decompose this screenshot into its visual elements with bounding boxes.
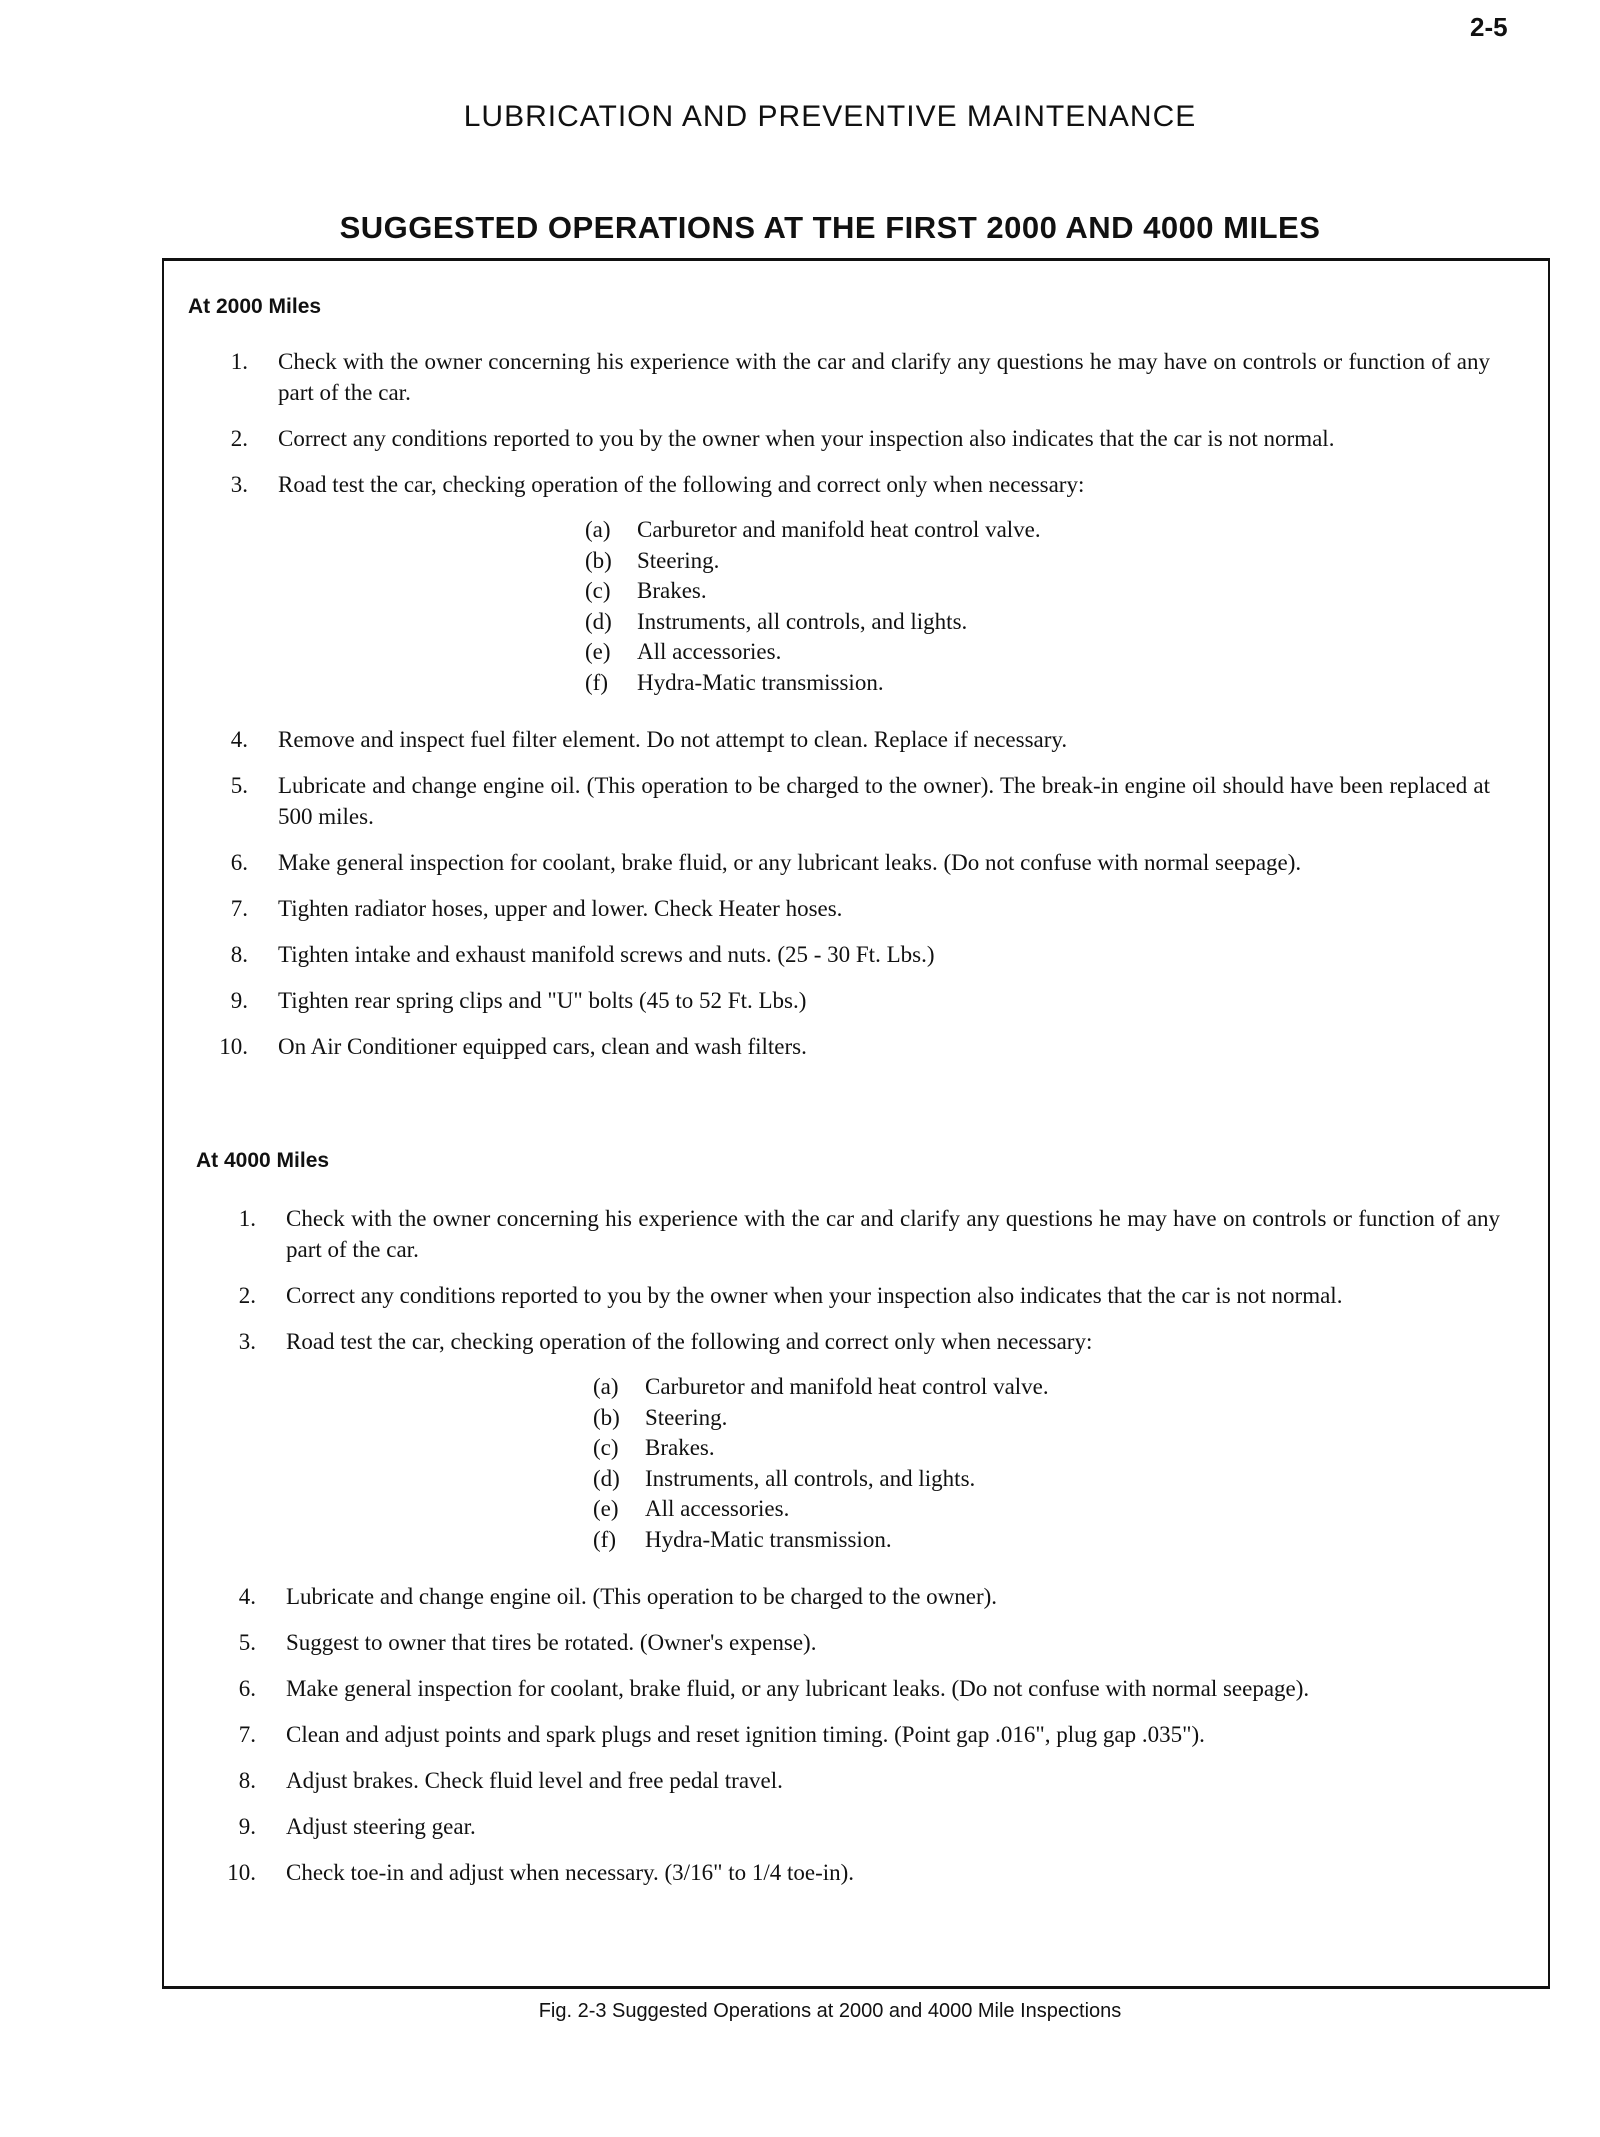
sub-list [198,1372,1500,1556]
item-text: Check with the owner concerning his experience with the car and clarify any questions he may have on controls or function of any part of the car. [286,1206,1500,1262]
list-item [190,985,1490,1016]
sub-item [198,1372,1500,1403]
page-number: 2-5 [1470,12,1508,42]
sub-item [198,1464,1500,1495]
item-text: Road test the car, checking operation of the following and correct only when necessary: [286,1329,1093,1354]
item-number: 9. [238,1813,256,1839]
item-number: 7. [238,1721,256,1747]
section-heading-2000: At 2000 Miles [188,295,322,318]
item-text: Clean and adjust points and spark plugs and reset ignition timing. (Point gap .016", plug gap .035"). [286,1721,1205,1747]
item-number: 4. [238,1583,256,1609]
sub-item [190,576,1490,607]
list-item [190,770,1490,832]
item-text: Lubricate and change engine oil. (This operation to be charged to the owner). The break-in engine oil should have been replaced at 500 miles. [278,772,1490,829]
item-text: Tighten rear spring clips and "U" bolts (45 to 52 Ft. Lbs.) [278,987,807,1013]
item-number: 8. [230,941,248,967]
sub-item-label: (a) [585,517,611,542]
sub-item-label: (a) [593,1374,619,1399]
sub-item-label: (d) [585,608,612,634]
list-item [198,1857,1500,1888]
list-item [190,847,1490,878]
item-text: Check with the owner concerning his experience with the car and clarify any questions he may have on controls or function of any part of the car. [278,349,1490,405]
list-item [198,1627,1500,1658]
page-title: LUBRICATION AND PREVENTIVE MAINTENANCE [463,100,1197,133]
item-number: 7. [230,895,248,921]
item-text: Make general inspection for coolant, brake fluid, or any lubricant leaks. (Do not confuse with normal seepage). [278,849,1302,875]
item-number: 2. [238,1283,256,1308]
item-text: Remove and inspect fuel filter element. Do not attempt to clean. Replace if necessary. [278,726,1068,752]
sub-item [190,637,1490,668]
sub-item-label: (f) [593,1526,616,1552]
sub-item-text: Brakes. [645,1435,715,1461]
item-text: Correct any conditions reported to you by the owner when your inspection also indicates that the car is not normal. [278,426,1335,451]
sub-item-text: Carburetor and manifold heat control valve. [637,517,1041,542]
item-text: Suggest to owner that tires be rotated. (Owner's expense). [286,1629,817,1655]
sub-item [198,1525,1500,1556]
item-number: 3. [230,472,248,497]
sub-item-text: Carburetor and manifold heat control valve. [645,1374,1049,1399]
sub-item-text: Instruments, all controls, and lights. [645,1465,976,1491]
list-item [198,1811,1500,1842]
sub-item-text: All accessories. [637,639,782,665]
item-text: Tighten radiator hoses, upper and lower. Check Heater hoses. [278,895,843,921]
sub-item-text: All accessories. [645,1496,790,1522]
sub-item-label: (d) [593,1465,620,1491]
sub-item-label: (f) [585,669,608,695]
item-number: 5. [230,772,248,798]
sub-item-text: Instruments, all controls, and lights. [637,608,968,634]
item-number: 10. [219,1033,248,1059]
list-item [198,1203,1500,1265]
sub-item-label: (c) [593,1435,619,1461]
item-text: Lubricate and change engine oil. (This operation to be charged to the owner). [286,1583,998,1609]
list-item [190,893,1490,924]
sub-item [190,515,1490,546]
item-number: 8. [238,1767,256,1793]
item-text: Check toe-in and adjust when necessary. (3/16" to 1/4 toe-in). [286,1859,855,1885]
list-item [190,724,1490,755]
item-text: Adjust steering gear. [286,1813,476,1839]
item-number: 1. [238,1206,256,1231]
item-text: Make general inspection for coolant, brake fluid, or any lubricant leaks. (Do not confuse with normal seepage). [286,1675,1310,1701]
section-heading-4000: At 4000 Miles [196,1149,330,1172]
sub-item [190,668,1490,699]
sub-item [198,1433,1500,1464]
item-text: Road test the car, checking operation of the following and correct only when necessary: [278,472,1085,497]
item-text: On Air Conditioner equipped cars, clean and wash filters. [278,1033,807,1059]
list-item [190,469,1490,500]
item-text: Correct any conditions reported to you by the owner when your inspection also indicates that the car is not normal. [286,1283,1343,1308]
item-number: 2. [230,426,248,451]
item-number: 5. [238,1629,256,1655]
list-item [190,423,1490,454]
sub-item-text: Steering. [637,547,720,573]
sub-item-label: (c) [585,578,611,604]
operations-list-2000 [190,346,1490,1077]
list-item [198,1326,1500,1357]
list-item [190,1031,1490,1062]
sub-item-label: (e) [585,639,611,665]
sub-item-text: Brakes. [637,578,707,604]
item-text: Tighten intake and exhaust manifold screws and nuts. (25 - 30 Ft. Lbs.) [278,941,935,967]
item-number: 3. [238,1329,256,1354]
page-subtitle: SUGGESTED OPERATIONS AT THE FIRST 2000 AND 4000 MILES [339,210,1321,245]
sub-item [198,1403,1500,1434]
operations-list-4000 [198,1203,1500,1903]
item-number: 4. [230,726,248,752]
list-item [198,1280,1500,1311]
list-item [198,1581,1500,1612]
item-number: 1. [230,349,248,374]
item-number: 9. [230,987,248,1013]
sub-item-label: (b) [585,547,612,573]
list-item [198,1719,1500,1750]
sub-item [190,607,1490,638]
list-item [190,346,1490,408]
list-item [190,939,1490,970]
sub-list [190,515,1490,699]
list-item [198,1673,1500,1704]
sub-item-label: (e) [593,1496,619,1522]
item-text: Adjust brakes. Check fluid level and free pedal travel. [286,1767,783,1793]
item-number: 6. [230,849,248,875]
sub-item-text: Steering. [645,1404,728,1430]
item-number: 10. [227,1859,256,1885]
item-number: 6. [238,1675,256,1701]
sub-item-text: Hydra-Matic transmission. [645,1526,892,1552]
sub-item-label: (b) [593,1404,620,1430]
sub-item [198,1494,1500,1525]
sub-item-text: Hydra-Matic transmission. [637,669,884,695]
figure-caption: Fig. 2-3 Suggested Operations at 2000 and 4000 Mile Inspections [538,2000,1122,2022]
list-item [198,1765,1500,1796]
sub-item [190,546,1490,577]
